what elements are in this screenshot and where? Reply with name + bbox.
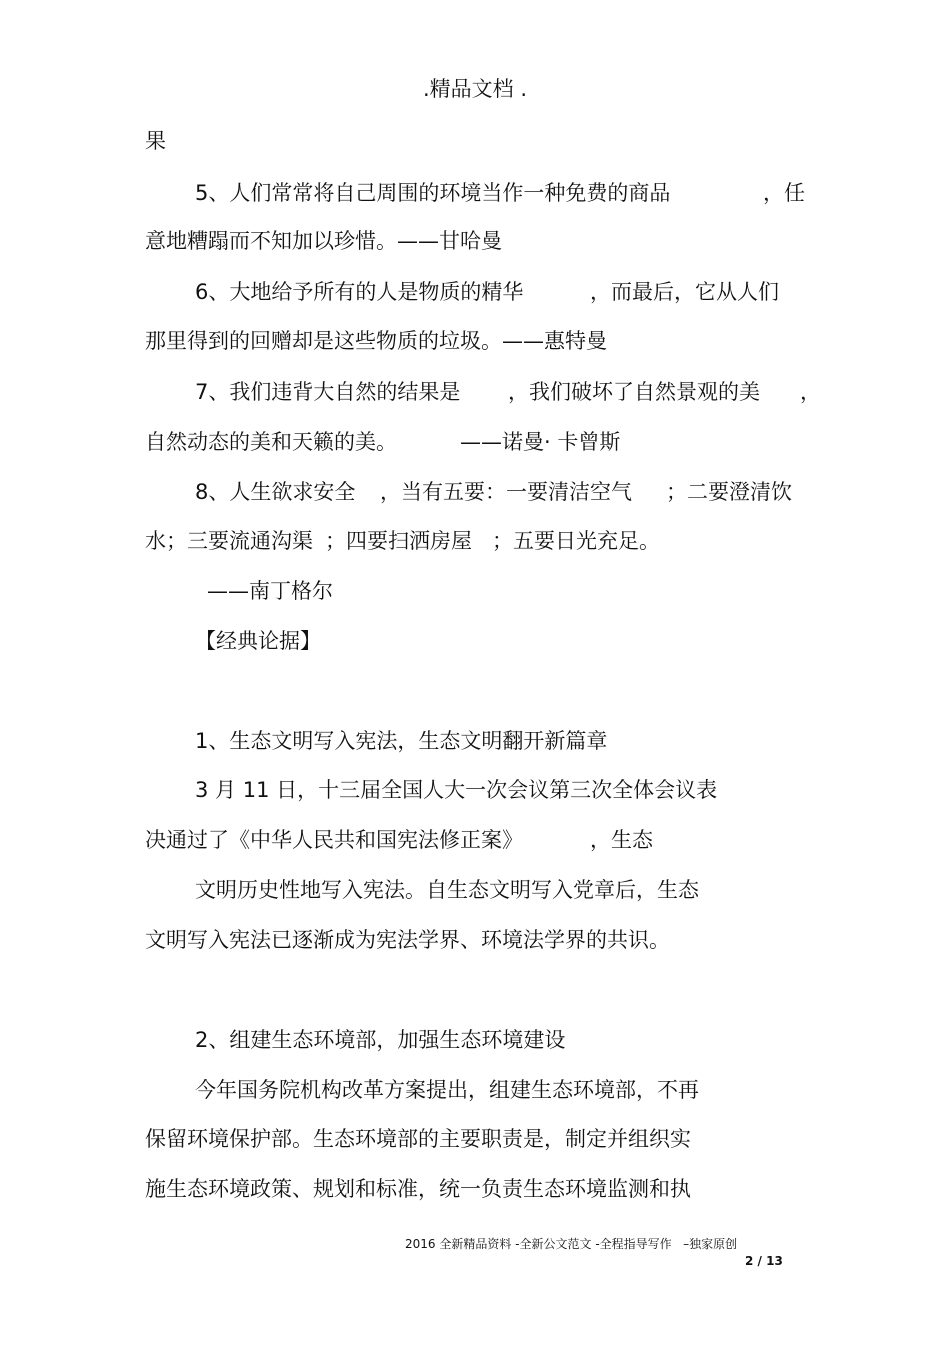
text-line: ，当有五要：一要清洁空气 xyxy=(380,480,632,504)
text-line: ；四要扫洒房屋 xyxy=(325,529,472,553)
subheading: 2、组建生态环境部，加强生态环境建设 xyxy=(195,1028,566,1052)
text-line: ，我们破坏了自然景观的美 xyxy=(508,380,760,404)
text-line: ，而最后，它从人们 xyxy=(590,280,779,304)
text-line: 5、人们常常将自己周围的环境当作一种免费的商品 xyxy=(195,181,671,205)
text-line: 6、大地给予所有的人是物质的精华 xyxy=(195,280,524,304)
text-line: 3 月 11 日，十三届全国人大一次会议第三次全体会议表 xyxy=(195,778,718,802)
footer-text: 2016 全新精品资料 -全新公文范文 -全程指导写作 –独家原创 xyxy=(405,1237,738,1251)
text-line: 自然动态的美和天籁的美。 xyxy=(145,430,397,454)
text-line: ， xyxy=(800,380,821,404)
text-line: 水；三要流通沟渠 xyxy=(145,529,313,553)
text-line: ——南丁格尔 xyxy=(207,579,333,603)
section-heading: 【经典论据】 xyxy=(195,629,321,653)
text-line: 文明写入宪法已逐渐成为宪法学界、环境法学界的共识。 xyxy=(145,928,670,952)
text-line: 今年国务院机构改革方案提出，组建生态环境部，不再 xyxy=(195,1078,699,1102)
text-line: ；五要日光充足。 xyxy=(492,529,660,553)
text-line: 施生态环境政策、规划和标准，统一负责生态环境监测和执 xyxy=(145,1177,691,1201)
text-line: 意地糟蹋而不知加以珍惜。——甘哈曼 xyxy=(145,229,502,253)
page-number: 2 / 13 xyxy=(745,1254,783,1268)
text-line: ，任 xyxy=(763,181,805,205)
text-line: 7、我们违背大自然的结果是 xyxy=(195,380,461,404)
text-line: 保留环境保护部。生态环境部的主要职责是，制定并组织实 xyxy=(145,1127,691,1151)
text-line: ，生态 xyxy=(590,828,653,852)
text-line: 文明历史性地写入宪法。自生态文明写入党章后，生态 xyxy=(195,878,699,902)
text-line: 果 xyxy=(145,129,166,153)
text-line: 那里得到的回赠却是这些物质的垃圾。——惠特曼 xyxy=(145,329,607,353)
text-line: ——诺曼· 卡曾斯 xyxy=(460,430,621,454)
page-header: .精品文档 . xyxy=(422,77,528,101)
subheading: 1、生态文明写入宪法，生态文明翻开新篇章 xyxy=(195,729,608,753)
text-line: ；二要澄清饮 xyxy=(666,480,792,504)
text-line: 决通过了《中华人民共和国宪法修正案》 xyxy=(145,828,523,852)
text-line: 8、人生欲求安全 xyxy=(195,480,356,504)
